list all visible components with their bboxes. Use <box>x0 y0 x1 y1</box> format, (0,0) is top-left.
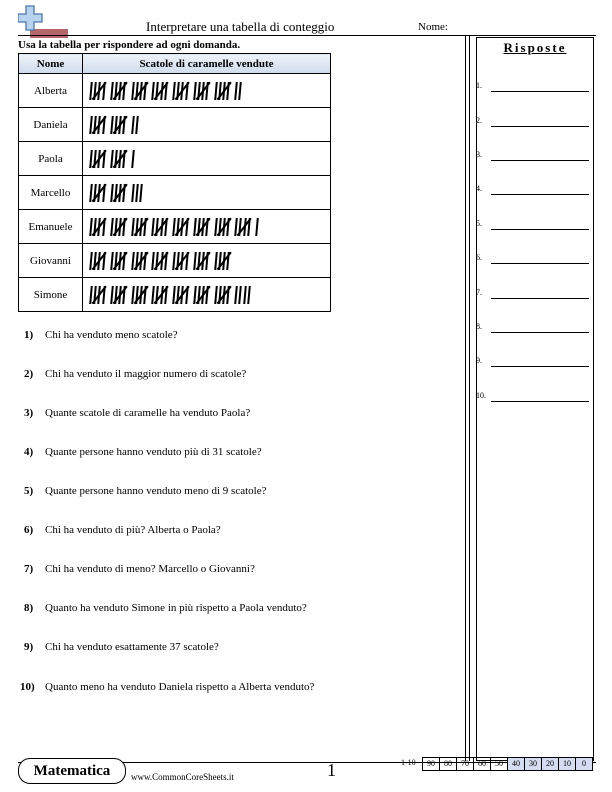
answer-blank[interactable] <box>491 332 589 333</box>
answer-number: 5. <box>476 219 482 228</box>
answer-line-9[interactable] <box>476 356 594 368</box>
tally-group-five <box>90 114 107 136</box>
tally-group-five <box>111 148 128 170</box>
answer-blank[interactable] <box>491 263 589 264</box>
tally-group-remainder <box>132 182 145 204</box>
answer-line-2[interactable] <box>476 116 594 128</box>
answer-blank[interactable] <box>491 229 589 230</box>
column-header-boxes: Scatole di caramelle vendute <box>83 54 331 74</box>
tally-cell <box>83 74 331 108</box>
score-boxes <box>423 757 593 771</box>
tally-group-five <box>194 80 211 102</box>
answer-blank[interactable] <box>491 298 589 299</box>
answer-blank[interactable] <box>491 160 589 161</box>
score-box: 80 <box>439 757 457 771</box>
answer-number: 6. <box>476 253 482 262</box>
column-divider <box>469 35 470 761</box>
tally-cell <box>83 108 331 142</box>
tally-stroke <box>234 82 237 100</box>
tally-stroke <box>214 218 217 236</box>
row-name: Marcello <box>19 176 83 210</box>
question-number: 1) <box>24 329 34 341</box>
tally-stroke <box>214 82 217 100</box>
answer-line-6[interactable] <box>476 253 594 265</box>
tally-stroke <box>239 286 242 304</box>
row-name: Emanuele <box>19 210 83 244</box>
answer-number: 3. <box>476 150 482 159</box>
tally-stroke <box>131 286 134 304</box>
tally-group-five <box>132 80 149 102</box>
instruction-text: Usa la tabella per rispondere ad ogni domanda. <box>18 39 241 51</box>
answer-blank[interactable] <box>491 91 589 92</box>
tally-cell <box>83 278 331 312</box>
score-box: 90 <box>422 757 440 771</box>
question-number: 4) <box>24 446 34 458</box>
tally-stroke <box>214 286 217 304</box>
tally-group-five <box>215 216 232 238</box>
tally-stroke <box>131 82 134 100</box>
tally-marks <box>90 114 330 136</box>
question-number: 6) <box>24 524 34 536</box>
row-name: Alberta <box>19 74 83 108</box>
logo-plus-icon <box>18 5 70 39</box>
score-box: 10 <box>558 757 576 771</box>
question-text: Quanto ha venduto Simone in più rispetto a Paola venduto? <box>45 602 307 614</box>
question-number: 3) <box>24 407 34 419</box>
tally-stroke <box>131 184 134 202</box>
tally-group-remainder <box>235 284 252 306</box>
tally-cell <box>83 244 331 278</box>
subject-badge: Matematica <box>18 758 126 784</box>
tally-group-five <box>215 250 232 272</box>
tally-group-five <box>132 216 149 238</box>
tally-marks <box>90 148 330 170</box>
answer-line-5[interactable] <box>476 219 594 231</box>
table-row <box>19 210 331 244</box>
score-box: 70 <box>456 757 474 771</box>
tally-stroke <box>131 218 134 236</box>
question-text: Chi ha venduto esattamente 37 scatole? <box>45 641 219 653</box>
row-name: Giovanni <box>19 244 83 278</box>
tally-group-five <box>235 216 252 238</box>
tally-group-five <box>215 284 232 306</box>
tally-group-remainder <box>132 114 140 136</box>
tally-group-five <box>194 284 211 306</box>
answer-number: 8. <box>476 322 482 331</box>
table-row <box>19 74 331 108</box>
answer-line-7[interactable] <box>476 288 594 300</box>
tally-group-five <box>173 284 190 306</box>
tally-group-five <box>111 284 128 306</box>
answer-number: 1. <box>476 81 482 90</box>
answer-number: 7. <box>476 288 482 297</box>
answer-number: 4. <box>476 184 482 193</box>
tally-stroke <box>131 150 134 168</box>
question-number: 5) <box>24 485 34 497</box>
tally-group-five <box>132 284 149 306</box>
tally-stroke <box>239 82 242 100</box>
answer-blank[interactable] <box>491 401 589 402</box>
tally-group-remainder <box>132 148 136 170</box>
answer-blank[interactable] <box>491 366 589 367</box>
tally-stroke <box>247 286 250 304</box>
answer-blank[interactable] <box>491 194 589 195</box>
row-name: Simone <box>19 278 83 312</box>
header-divider <box>18 35 596 36</box>
answer-line-3[interactable] <box>476 150 594 162</box>
table-row <box>19 142 331 176</box>
score-box: 20 <box>541 757 559 771</box>
score-box: 30 <box>524 757 542 771</box>
tally-cell <box>83 210 331 244</box>
answer-line-8[interactable] <box>476 322 594 334</box>
question-number: 7) <box>24 563 34 575</box>
tally-group-five <box>194 216 211 238</box>
question-number: 10) <box>20 681 35 693</box>
table-row <box>19 108 331 142</box>
row-name: Paola <box>19 142 83 176</box>
tally-group-five <box>111 114 128 136</box>
answer-number: 10. <box>476 391 486 400</box>
column-divider <box>465 35 466 761</box>
table-row <box>19 244 331 278</box>
question-text: Quanto meno ha venduto Daniela rispetto a Alberta venduto? <box>45 681 315 693</box>
tally-marks <box>90 284 330 306</box>
tally-group-five <box>173 216 190 238</box>
tally-group-five <box>152 284 169 306</box>
tally-group-five <box>173 80 190 102</box>
name-label: Nome: <box>418 21 448 33</box>
site-url: www.CommonCoreSheets.it <box>131 772 234 782</box>
tally-marks <box>90 250 330 272</box>
tally-stroke <box>243 286 246 304</box>
tally-stroke <box>131 252 134 270</box>
table-row <box>19 176 331 210</box>
answer-number: 2. <box>476 116 482 125</box>
tally-group-five <box>90 182 107 204</box>
tally-group-five <box>111 250 128 272</box>
question-text: Chi ha venduto il maggior numero di scatole? <box>45 368 247 380</box>
tally-stroke <box>214 252 217 270</box>
question-number: 2) <box>24 368 34 380</box>
score-box: 50 <box>490 757 508 771</box>
tally-group-five <box>132 250 149 272</box>
tally-group-five <box>90 216 107 238</box>
answers-title: Risposte <box>503 40 567 55</box>
tally-marks <box>90 80 330 102</box>
answer-line-10[interactable] <box>476 391 594 403</box>
tally-cell <box>83 142 331 176</box>
tally-group-five <box>90 80 107 102</box>
answer-line-4[interactable] <box>476 184 594 196</box>
question-number: 9) <box>24 641 34 653</box>
question-text: Quante scatole di caramelle ha venduto Paola? <box>45 407 251 419</box>
tally-stroke <box>135 116 138 134</box>
table-row <box>19 278 331 312</box>
tally-group-five <box>215 80 232 102</box>
question-text: Chi ha venduto meno scatole? <box>45 329 178 341</box>
table-header-row <box>19 54 331 74</box>
tally-marks <box>90 182 330 204</box>
tally-group-five <box>152 80 169 102</box>
tally-group-five <box>111 216 128 238</box>
tally-group-remainder <box>235 80 243 102</box>
tally-group-five <box>152 250 169 272</box>
answer-blank[interactable] <box>491 126 589 127</box>
tally-stroke <box>131 116 134 134</box>
answer-number: 9. <box>476 356 482 365</box>
tally-group-five <box>90 148 107 170</box>
question-text: Chi ha venduto di più? Alberta o Paola? <box>45 524 221 536</box>
tally-group-five <box>90 284 107 306</box>
question-text: Quante persone hanno venduto più di 31 scatole? <box>45 446 262 458</box>
tally-stroke <box>234 286 237 304</box>
tally-group-five <box>111 182 128 204</box>
tally-stroke <box>135 184 138 202</box>
tally-group-five <box>173 250 190 272</box>
tally-group-five <box>152 216 169 238</box>
score-range-label: 1-10 <box>401 758 416 767</box>
tally-cell <box>83 176 331 210</box>
worksheet-title: Interpretare una tabella di conteggio <box>146 19 335 34</box>
question-text: Quante persone hanno venduto meno di 9 scatole? <box>45 485 267 497</box>
tally-stroke <box>255 218 258 236</box>
column-header-name: Nome <box>19 54 83 74</box>
tally-stroke <box>139 184 142 202</box>
score-box: 0 <box>575 757 593 771</box>
row-name: Daniela <box>19 108 83 142</box>
question-text: Chi ha venduto di meno? Marcello o Giovanni? <box>45 563 255 575</box>
tally-group-five <box>111 80 128 102</box>
tally-group-five <box>194 250 211 272</box>
question-number: 8) <box>24 602 34 614</box>
tally-group-five <box>90 250 107 272</box>
tally-group-remainder <box>256 216 260 238</box>
tally-marks <box>90 216 330 238</box>
score-box: 40 <box>507 757 525 771</box>
page-number: 1 <box>327 760 336 780</box>
tally-table <box>18 53 331 312</box>
answer-line-1[interactable] <box>476 81 594 93</box>
score-box: 60 <box>473 757 491 771</box>
